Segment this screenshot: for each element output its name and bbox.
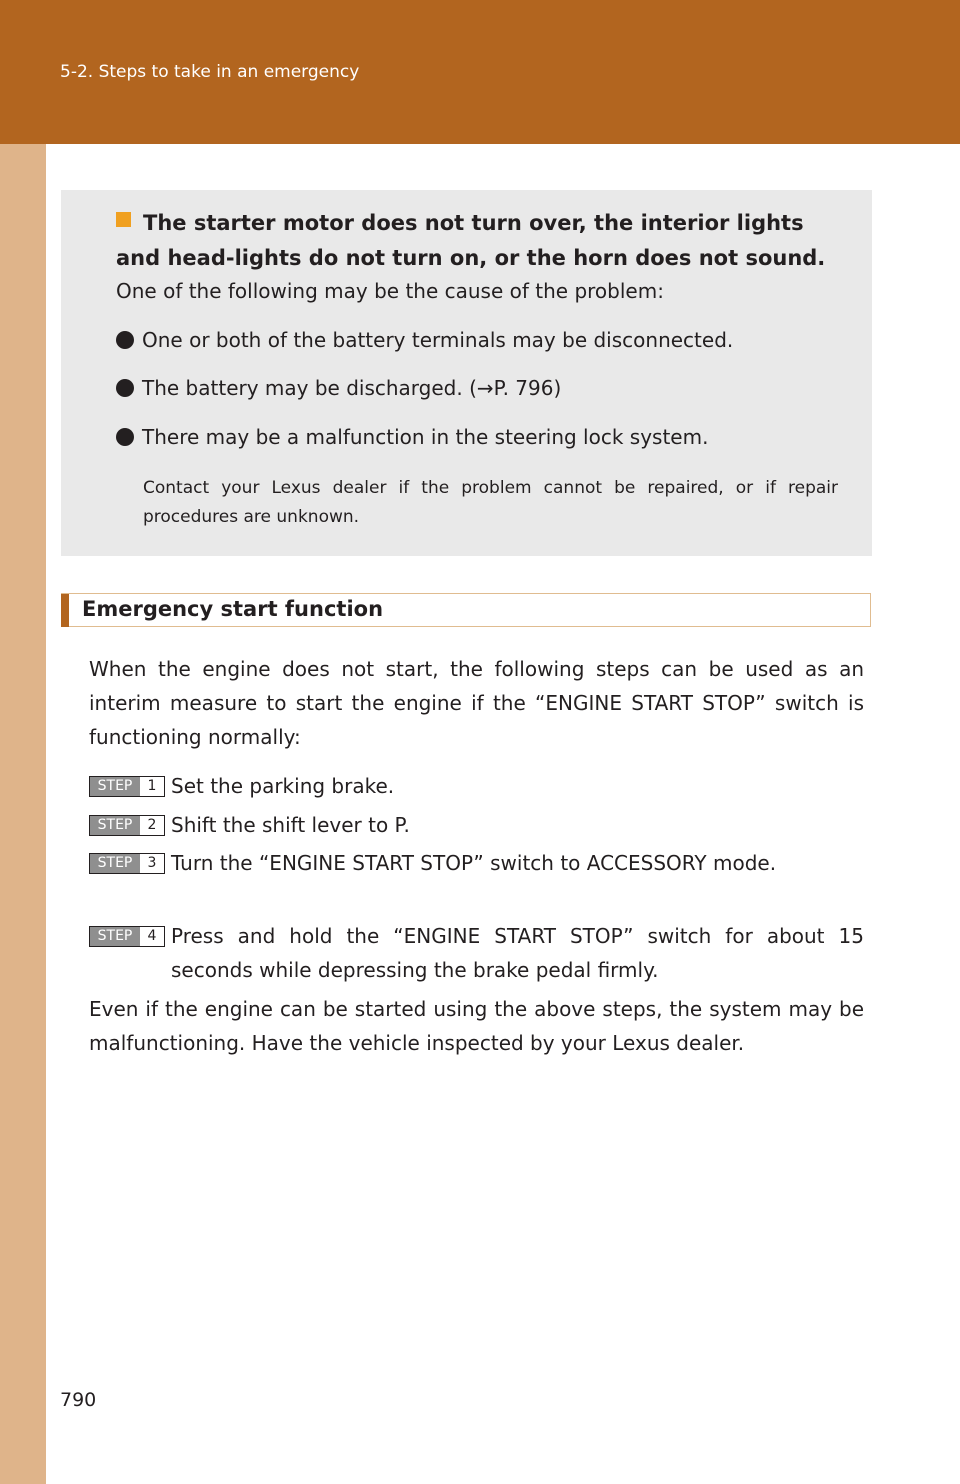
step-badge: STEP 4 (89, 926, 165, 947)
step-text: Shift the shift lever to P. (171, 813, 410, 837)
step-badge: STEP 3 (89, 853, 165, 874)
side-band (0, 144, 46, 1484)
step-text: Press and hold the “ENGINE START STOP” switch for about 15 seconds while depressing the brake pedal firmly. (171, 924, 864, 982)
step-badge: STEP 1 (89, 776, 165, 797)
section-title: 5-2. Steps to take in an emergency (60, 62, 360, 82)
info-bullet: The battery may be discharged. (→P. 796) (116, 376, 561, 400)
step-text: Set the parking brake. (171, 774, 395, 798)
step-text: Turn the “ENGINE START STOP” switch to ACCESSORY mode. (171, 851, 777, 875)
page-header (0, 0, 960, 144)
bullet-dot-icon (116, 379, 134, 397)
bullet-dot-icon (116, 331, 134, 349)
step-badge: STEP 2 (89, 815, 165, 836)
info-bullet: There may be a malfunction in the steering lock system. (116, 425, 708, 449)
info-bullet: One or both of the battery terminals may be disconnected. (116, 328, 733, 352)
info-title: The starter motor does not turn over, the interior lights and head-lights do not turn on, or the horn does not sound. (116, 211, 826, 270)
section-heading (61, 593, 871, 627)
info-subtitle: One of the following may be the cause of the problem: (116, 279, 664, 303)
heading-accent (61, 594, 69, 627)
closing-paragraph: Even if the engine can be started using the above steps, the system may be malfunctioning. Have the vehicle inspected by your Lexus dealer. (89, 997, 864, 1055)
section-heading-title: Emergency start function (82, 597, 384, 621)
bullet-dot-icon (116, 428, 134, 446)
page-number: 790 (60, 1389, 97, 1411)
info-box (61, 190, 872, 556)
info-note: Contact your Lexus dealer if the problem cannot be repaired, or if repair procedures are unknown. (143, 478, 838, 527)
intro-paragraph: When the engine does not start, the following steps can be used as an interim measure to start the engine if the “ENGINE START STOP” switch is functioning normally: (89, 657, 864, 749)
